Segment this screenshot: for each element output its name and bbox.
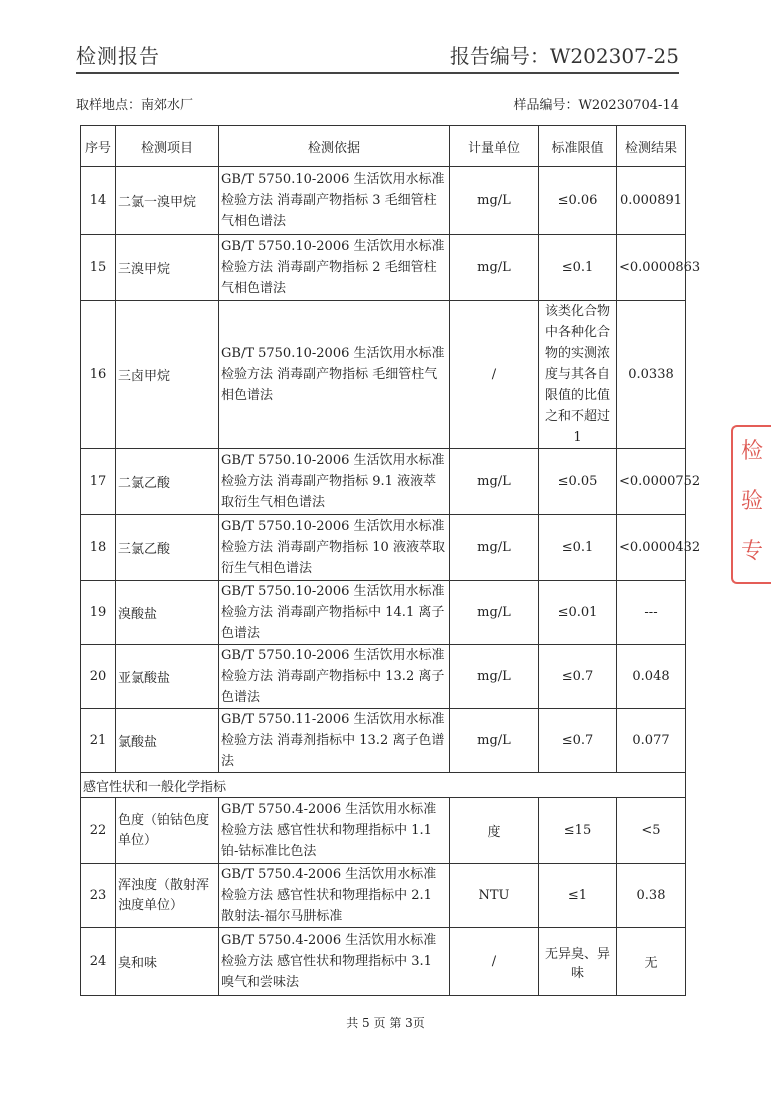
col-header-basis: 检测依据 xyxy=(219,126,450,167)
table-row xyxy=(81,928,686,996)
page-footer: 共 5 页 第 3页 xyxy=(346,1016,425,1030)
row-limit: ≤0.1 xyxy=(539,235,617,301)
row-item: 三氯乙酸 xyxy=(116,515,219,581)
col-header-unit: 计量单位 xyxy=(450,126,539,167)
col-header-no: 序号 xyxy=(81,126,116,167)
row-result: <5 xyxy=(617,798,686,864)
row-item: 色度（铂钴色度单位） xyxy=(116,798,219,864)
table-row xyxy=(81,581,686,645)
row-item: 溴酸盐 xyxy=(116,581,219,645)
row-basis: GB/T 5750.11-2006 生活饮用水标准检验方法 消毒剂指标中 13.2 离子色谱法 xyxy=(219,709,450,773)
section-title: 感官性状和一般化学指标 xyxy=(81,773,686,798)
row-item: 浑浊度（散射浑浊度单位） xyxy=(116,864,219,928)
table-row xyxy=(81,709,686,773)
stamp-char: 检 xyxy=(741,439,764,464)
row-result: <0.0000432 xyxy=(617,515,686,581)
row-unit: NTU xyxy=(450,864,539,928)
row-limit: ≤15 xyxy=(539,798,617,864)
table-row xyxy=(81,864,686,928)
row-no: 15 xyxy=(81,235,116,301)
row-result: <0.0000752 xyxy=(617,449,686,515)
row-result: 0.048 xyxy=(617,645,686,709)
row-basis: GB/T 5750.10-2006 生活饮用水标准检验方法 消毒副产物指标 3 毛细管柱气相色谱法 xyxy=(219,167,450,235)
table-row xyxy=(81,301,686,449)
row-item: 三卤甲烷 xyxy=(116,301,219,449)
row-no: 14 xyxy=(81,167,116,235)
row-basis: GB/T 5750.10-2006 生活饮用水标准检验方法 消毒副产物指标中 13.2 离子色谱法 xyxy=(219,645,450,709)
row-item: 臭和味 xyxy=(116,928,219,996)
row-result: 无 xyxy=(617,928,686,996)
row-limit: ≤0.05 xyxy=(539,449,617,515)
row-item: 二氯一溴甲烷 xyxy=(116,167,219,235)
row-no: 16 xyxy=(81,301,116,449)
report-header xyxy=(76,38,679,74)
row-unit: mg/L xyxy=(450,515,539,581)
row-limit: ≤0.1 xyxy=(539,515,617,581)
results-table xyxy=(80,125,701,996)
section-row xyxy=(81,773,686,798)
row-item: 亚氯酸盐 xyxy=(116,645,219,709)
row-limit: 无异臭、异味 xyxy=(539,928,617,996)
table-row xyxy=(81,235,686,301)
row-result: 0.077 xyxy=(617,709,686,773)
row-item: 三溴甲烷 xyxy=(116,235,219,301)
row-no: 21 xyxy=(81,709,116,773)
row-unit: / xyxy=(450,928,539,996)
row-limit: ≤0.7 xyxy=(539,709,617,773)
row-unit: 度 xyxy=(450,798,539,864)
row-item: 二氯乙酸 xyxy=(116,449,219,515)
row-item: 氯酸盐 xyxy=(116,709,219,773)
sampling-location: 取样地点：南郊水厂 xyxy=(76,98,194,113)
row-basis: GB/T 5750.10-2006 生活饮用水标准检验方法 消毒副产物指标 9.1 液液萃取衍生气相色谱法 xyxy=(219,449,450,515)
row-unit: mg/L xyxy=(450,581,539,645)
stamp-char: 验 xyxy=(741,489,764,514)
row-limit: ≤0.01 xyxy=(539,581,617,645)
row-basis: GB/T 5750.4-2006 生活饮用水标准检验方法 感官性状和物理指标中 2.1 散射法-福尔马肼标准 xyxy=(219,864,450,928)
row-no: 22 xyxy=(81,798,116,864)
table-row xyxy=(81,798,686,864)
row-basis: GB/T 5750.10-2006 生活饮用水标准检验方法 消毒副产物指标中 14.1 离子色谱法 xyxy=(219,581,450,645)
row-result: 0.38 xyxy=(617,864,686,928)
row-limit: ≤0.7 xyxy=(539,645,617,709)
row-no: 20 xyxy=(81,645,116,709)
row-basis: GB/T 5750.4-2006 生活饮用水标准检验方法 感官性状和物理指标中 3.1 嗅气和尝味法 xyxy=(219,928,450,996)
row-unit: mg/L xyxy=(450,235,539,301)
report-title: 检测报告 xyxy=(76,44,160,68)
table-header-row xyxy=(81,126,686,167)
row-result: --- xyxy=(617,581,686,645)
row-unit: / xyxy=(450,301,539,449)
row-no: 17 xyxy=(81,449,116,515)
row-basis: GB/T 5750.4-2006 生活饮用水标准检验方法 感官性状和物理指标中 1.1 铂-钴标准比色法 xyxy=(219,798,450,864)
row-basis: GB/T 5750.10-2006 生活饮用水标准检验方法 消毒副产物指标 2 毛细管柱气相色谱法 xyxy=(219,235,450,301)
report-number: 报告编号：W202307-25 xyxy=(449,44,679,68)
table-row xyxy=(81,449,686,515)
row-result: 0.0338 xyxy=(617,301,686,449)
table-row xyxy=(81,167,686,235)
row-basis: GB/T 5750.10-2006 生活饮用水标准检验方法 消毒副产物指标 毛细管柱气相色谱法 xyxy=(219,301,450,449)
stamp-char: 专 xyxy=(741,539,764,564)
sample-number: 样品编号：W20230704-14 xyxy=(513,98,679,113)
row-result: 0.000891 xyxy=(617,167,686,235)
row-result: <0.0000863 xyxy=(617,235,686,301)
row-limit: 该类化合物中各种化合物的实测浓度与其各自限值的比值之和不超过1 xyxy=(539,301,617,449)
row-unit: mg/L xyxy=(450,709,539,773)
col-header-item: 检测项目 xyxy=(116,126,219,167)
row-limit: ≤0.06 xyxy=(539,167,617,235)
table-row xyxy=(81,515,686,581)
row-no: 23 xyxy=(81,864,116,928)
row-limit: ≤1 xyxy=(539,864,617,928)
row-no: 24 xyxy=(81,928,116,996)
row-unit: mg/L xyxy=(450,167,539,235)
row-basis: GB/T 5750.10-2006 生活饮用水标准检验方法 消毒副产物指标 10 液液萃取衍生气相色谱法 xyxy=(219,515,450,581)
col-header-limit: 标准限值 xyxy=(539,126,617,167)
table-row xyxy=(81,645,686,709)
row-no: 19 xyxy=(81,581,116,645)
row-no: 18 xyxy=(81,515,116,581)
col-header-result: 检测结果 xyxy=(617,126,686,167)
red-seal-stamp xyxy=(731,425,771,584)
row-unit: mg/L xyxy=(450,645,539,709)
row-unit: mg/L xyxy=(450,449,539,515)
